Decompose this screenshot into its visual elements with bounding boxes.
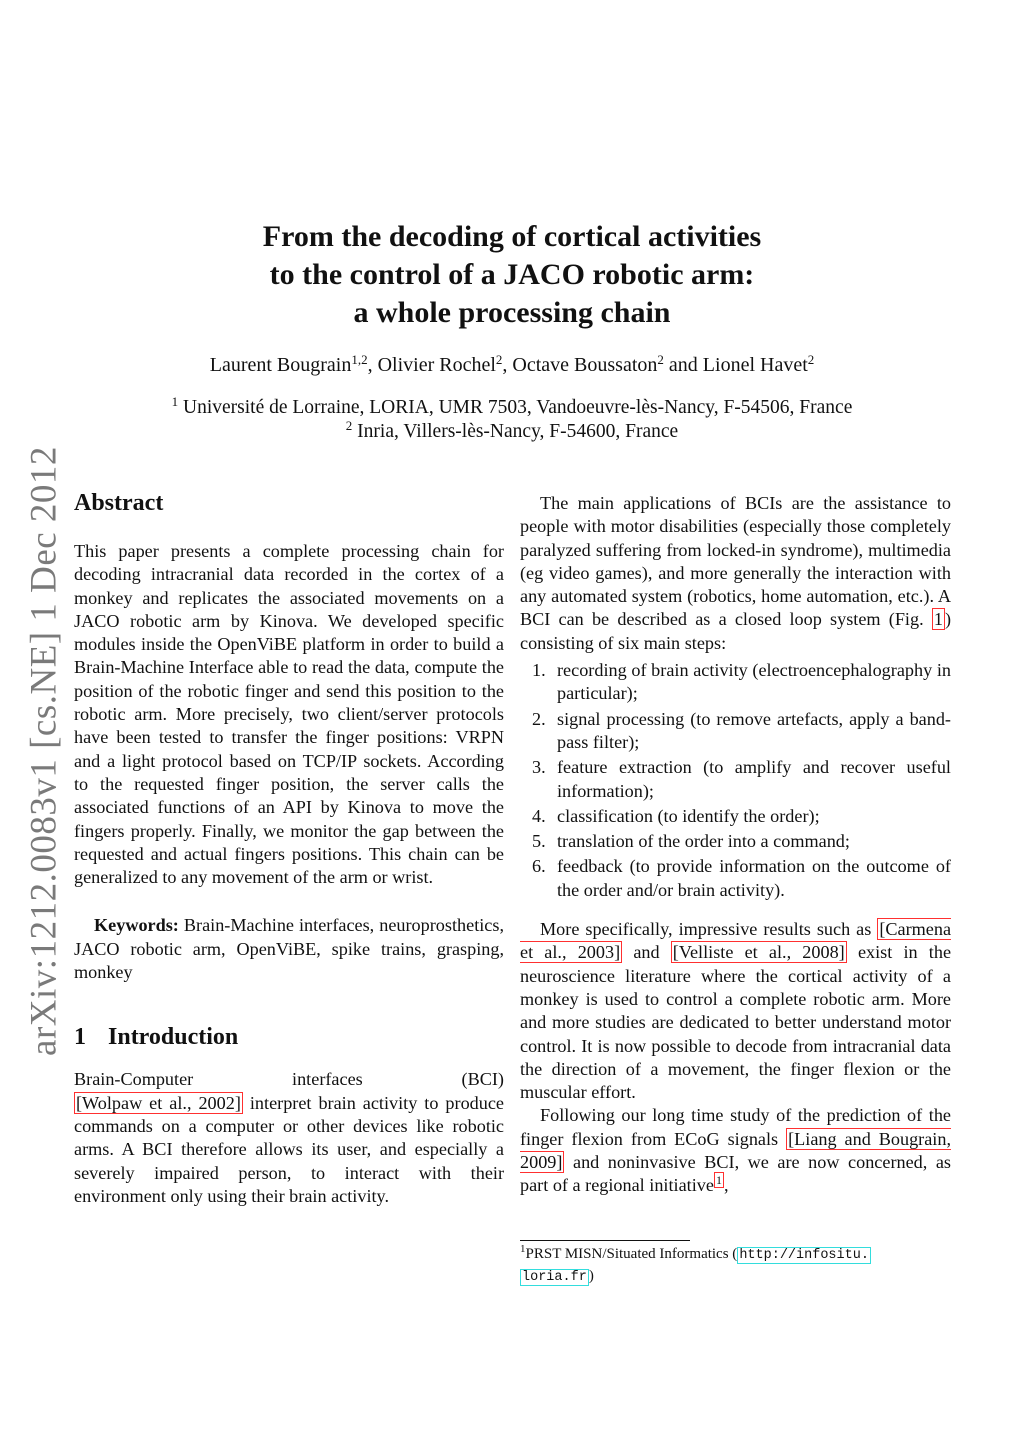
title-line-1: From the decoding of cortical activities bbox=[262, 220, 762, 253]
paragraph: Following our long time study of the prediction of the finger flexion from ECoG signals [Liang and Bougrain, 2009] and noninvasive BCI, we are now concerned, as part of a regional initiative $^1$ , bbox=[520, 1105, 952, 1196]
keywords-label: Keywords: bbox=[94, 915, 179, 936]
footnote: $^1$PRST MISN/Situated Informatics ( http://infositu. loria.fr ) bbox=[520, 1243, 869, 1285]
affiliation-line: $^1$ Université de Lorraine, LORIA, UMR 7503, Vandoeuvre-lès-Nancy, F-54506, France bbox=[171, 394, 853, 418]
figure-reference-link[interactable]: 1 bbox=[933, 609, 943, 630]
keywords: Keywords: Brain-Machine interfaces, neuroprosthetics, JACO robotic arm, OpenViBE, spike trains, grasping, monkey bbox=[74, 915, 504, 983]
paragraph: More specifically, impressive results such as [Carmena et al., 2003] and [Velliste et al., 2008] exist in the neuroscience literature where the cortical activity of a monkey is used to control a complete robotic arm. More and more studies are dedicated to better understand motor control. It is now possible to decode from intracranial data the direction of a movement, the finger flexion or the muscular effort. bbox=[520, 919, 952, 1103]
author-name: Octave Boussaton bbox=[512, 354, 658, 376]
list-item: 6. feedback (to provide information on the outcome of the order and/or brain activity). bbox=[532, 856, 951, 900]
intro-paragraph: Brain-Computer interfaces (BCI) [Wolpaw et al., 2002] interpret brain activity to produce commands on a computer or other devices like robotic arms. A BCI therefore allows its user, and especially a severely impaired person, to interact with their environment only using their brain activity. bbox=[74, 1069, 504, 1206]
list-item: 4. classification (to identify the order); bbox=[532, 805, 820, 826]
list-item: 3. feature extraction (to amplify and recover useful information); bbox=[532, 757, 951, 801]
right-column bbox=[520, 492, 951, 1198]
abstract-text: This paper presents a complete processing chain for decoding intracranial data recorded in the cortex of a monkey and replicates the associated movements on a JACO robotic arm by Kinova. We developed specific modules inside the OpenViBE platform in order to build a Brain-Machine Interface able to read the data, compute the position of the robotic finger and send this position to the robotic arm. More precisely, two client/server protocols have been tested to transfer the finger positions: VRPN and a light protocol based on TCP/IP sockets. According to the requested finger position, the server calls the associated functions of an API by Kinova to move the fingers properly. Finally, we monitor the gap between the requested and actual fingers positions. This chain can be generalized to any movement of the arm or wrist. bbox=[74, 541, 504, 888]
footnote-rule bbox=[520, 1240, 690, 1241]
paper-title bbox=[0, 218, 1024, 332]
paragraph: The main applications of BCIs are the assistance to people with motor disabilities (especially those completely paralyzed suffering from locked-in syndrome), multimedia (eg video games), and more generally the interaction with any automated system (robotics, home automation, etc.). A BCI can be described as a closed loop system (Fig. 1 ) consisting of six main steps: bbox=[520, 493, 951, 653]
list-item: 1. recording of brain activity (electroencephalography in particular); bbox=[532, 660, 951, 704]
list-item: 2. signal processing (to remove artefacts, apply a band-pass filter); bbox=[532, 708, 951, 752]
affiliation-line: $^2$ Inria, Villers-lès-Nancy, F-54600, France bbox=[345, 418, 679, 442]
arxiv-sidebar-stamp bbox=[14, 446, 74, 1056]
author-affiliation-mark: 1,2 bbox=[351, 352, 368, 367]
author-name: Laurent Bougrain bbox=[209, 354, 352, 376]
citation-link[interactable]: [Carmena et al., 2003] bbox=[520, 919, 952, 963]
title-line-2: to the control of a JACO robotic arm: bbox=[269, 258, 755, 291]
affiliations bbox=[0, 396, 1024, 444]
arxiv-identifier: arXiv:1212.0083v1 [cs.NE] 1 Dec 2012 bbox=[23, 446, 65, 1056]
author-affiliation-mark: 2 bbox=[495, 352, 503, 367]
author-name: Olivier Rochel bbox=[377, 354, 496, 376]
bci-steps-list bbox=[520, 659, 951, 902]
list-item: 5. translation of the order into a command; bbox=[532, 831, 850, 852]
footnote-marker-link[interactable]: 1 bbox=[715, 1173, 722, 1188]
citation-link[interactable]: [Wolpaw et al., 2002] bbox=[76, 1092, 241, 1113]
title-line-3: a whole processing chain bbox=[353, 296, 671, 329]
left-column bbox=[74, 488, 504, 1208]
footnote-url-link[interactable]: http://infositu. bbox=[739, 1248, 869, 1263]
author-list: Laurent Bougrain$^{1,2}$, Olivier Rochel$^2$, Octave Boussaton$^2$ and Lionel Havet$^2$ bbox=[209, 352, 815, 376]
abstract-heading: Abstract bbox=[74, 490, 164, 516]
author-affiliation-mark: 2 bbox=[657, 352, 664, 367]
author-affiliation-mark: 2 bbox=[807, 352, 815, 367]
citation-link[interactable]: [Liang and Bougrain, 2009] bbox=[520, 1128, 952, 1173]
author-name: Lionel Havet bbox=[702, 354, 808, 376]
section-heading-introduction: 1 Introduction bbox=[74, 1024, 239, 1051]
footnote-url-link[interactable]: loria.fr bbox=[522, 1270, 587, 1285]
citation-link[interactable]: [Velliste et al., 2008] bbox=[672, 942, 845, 963]
